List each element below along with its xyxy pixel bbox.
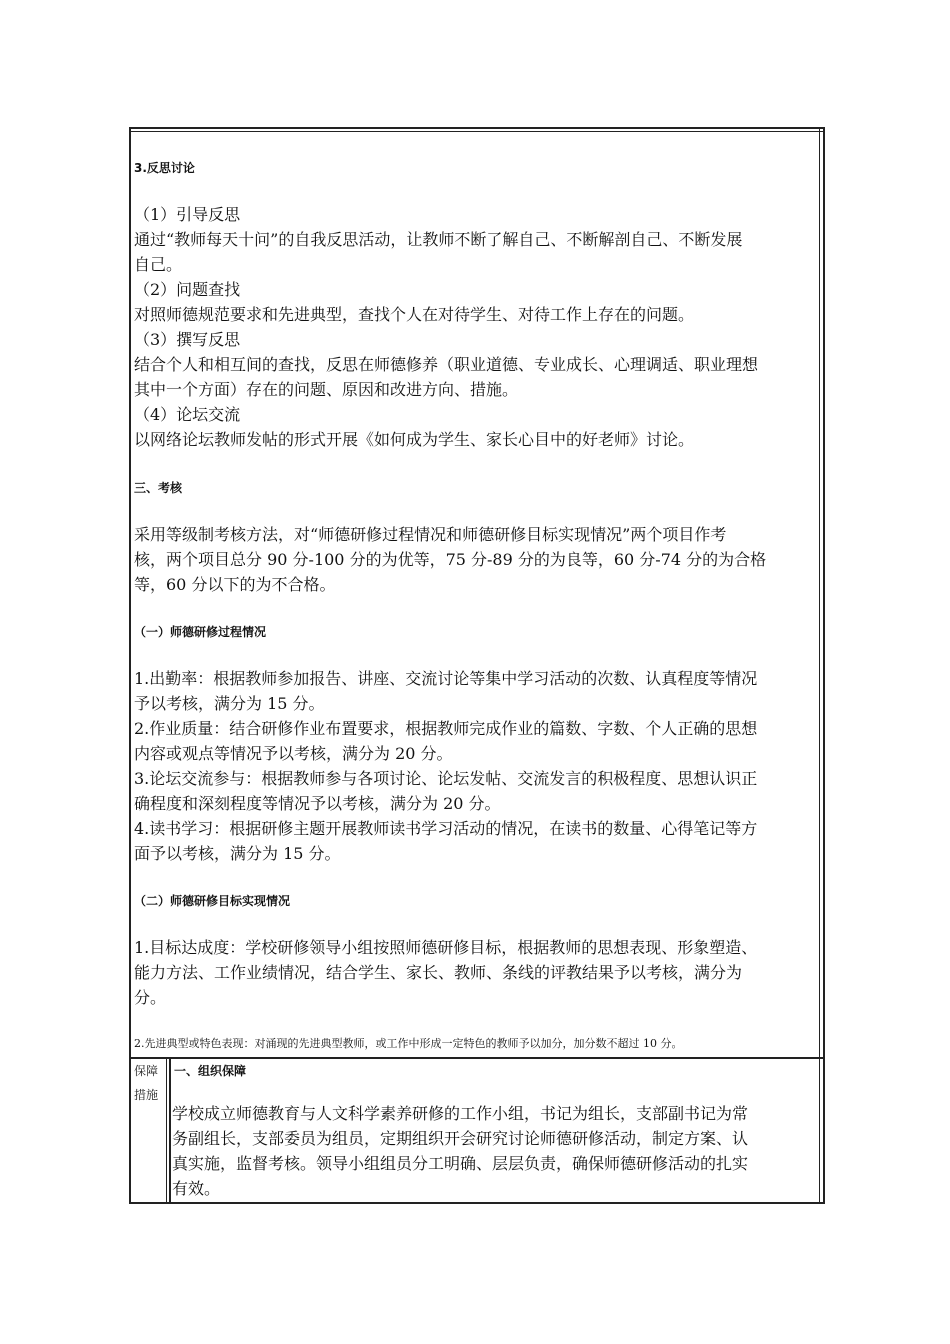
org-line: 真实施，监督考核。领导小组组员分工明确、层层负责，确保师德研修活动的扎实 <box>172 1154 749 1173</box>
reflect-line: 以网络论坛教师发帖的形式开展《如何成为学生、家长心目中的好老师》讨论。 <box>134 430 695 449</box>
target-line: 能力方法、工作业绩情况，结合学生、家长、教师、条线的评教结果予以考核，满分为 <box>134 963 743 982</box>
process-line: 确程度和深刻程度等情况予以考核，满分为 20 分。 <box>134 794 501 813</box>
reflect-line: 对照师德规范要求和先进典型，查找个人在对待学生、对待工作上存在的问题。 <box>134 305 695 324</box>
target-line: 1.目标达成度：学校研修领导小组按照师德研修目标，根据教师的思想表现、形象塑造、 <box>134 938 758 957</box>
heading-reflect: 3.反思讨论 <box>134 161 195 175</box>
process-line: 2.作业质量：结合研修作业布置要求，根据教师完成作业的篇数、字数、个人正确的思想 <box>134 719 758 738</box>
process-line: 1.出勤率：根据教师参加报告、讲座、交流讨论等集中学习活动的次数、认真程度等情况 <box>134 669 758 688</box>
label-measures: 措施 <box>134 1088 159 1102</box>
org-line: 有效。 <box>172 1179 221 1198</box>
process-line: 予以考核，满分为 15 分。 <box>134 694 325 713</box>
assess-line: 核，两个项目总分 90 分-100 分的为优等，75 分-89 分的为良等，60 分-74 分的为合格 <box>134 550 767 569</box>
document-table <box>129 127 825 1204</box>
assess-line: 采用等级制考核方法，对“师德研修过程情况和师德研修目标实现情况”两个项目作考 <box>134 525 727 544</box>
heading-target: （二）师德研修目标实现情况 <box>134 894 291 908</box>
process-line: 面予以考核，满分为 15 分。 <box>134 844 341 863</box>
reflect-line: 自己。 <box>134 255 183 274</box>
org-line: 学校成立师德教育与人文科学素养研修的工作小组，书记为组长，支部副书记为常 <box>172 1104 749 1123</box>
label-cell <box>131 1059 171 1202</box>
reflect-line: （4）论坛交流 <box>134 405 241 424</box>
content-cell <box>131 129 823 1057</box>
process-line: 3.论坛交流参与：根据教师参与各项讨论、论坛发帖、交流发言的积极程度、思想认识正 <box>134 769 758 788</box>
process-line: 内容或观点等情况予以考核，满分为 20 分。 <box>134 744 453 763</box>
heading-org: 一、组织保障 <box>174 1064 247 1078</box>
reflect-line: （2）问题查找 <box>134 280 241 299</box>
label-guarantee: 保障 <box>134 1064 159 1078</box>
reflect-line: （1）引导反思 <box>134 205 241 224</box>
reflect-line: （3）撰写反思 <box>134 330 241 349</box>
reflect-line: 其中一个方面）存在的问题、原因和改进方向、措施。 <box>134 380 519 399</box>
assess-line: 等，60 分以下的为不合格。 <box>134 575 336 594</box>
reflect-line: 通过“教师每天十问”的自我反思活动，让教师不断了解自己、不断解剖自己、不断发展 <box>134 230 743 249</box>
heading-assess: 三、考核 <box>134 481 183 495</box>
heading-process: （一）师德研修过程情况 <box>134 625 267 639</box>
target-line: 分。 <box>134 988 167 1007</box>
measures-row <box>131 1059 823 1202</box>
bonus-note: 2.先进典型或特色表现：对涌现的先进典型教师，或工作中形成一定特色的教师予以加分，加分数不超过 10 分。 <box>134 1037 683 1050</box>
reflect-line: 结合个人和相互间的查找，反思在师德修养（职业道德、专业成长、心理调适、职业理想 <box>134 355 759 374</box>
org-line: 务副组长，支部委员为组员，定期组织开会研究讨论师德研修活动，制定方案、认 <box>172 1129 749 1148</box>
measures-cell <box>171 1059 823 1202</box>
process-line: 4.读书学习：根据研修主题开展教师读书学习活动的情况，在读书的数量、心得笔记等方 <box>134 819 758 838</box>
